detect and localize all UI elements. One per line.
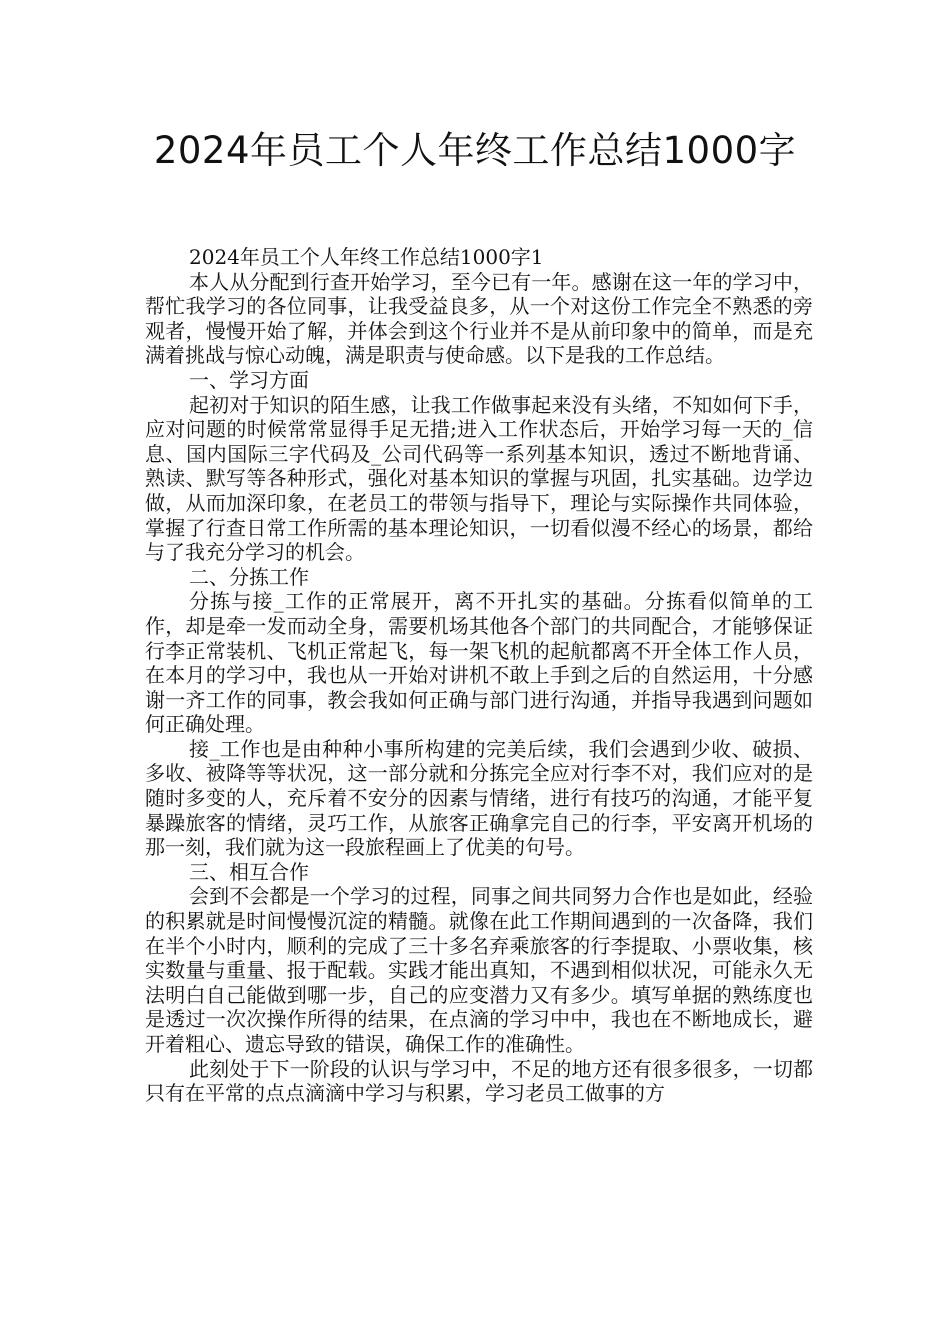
intro-paragraph: 本人从分配到行查开始学习，至今已有一年。感谢在这一年的学习中，帮忙我学习的各位同事，让我受益良多，从一个对这份工作完全不熟悉的旁观者，慢慢开始了解，并体会到这个行业并不是从前印象中的简单，而是充满着挑战与惊心动魄，满是职责与使命感。以下是我的工作总结。 [145,269,813,368]
document-title: 2024年员工个人年终工作总结1000字 [153,129,797,172]
receiving-paragraph: 接_工作也是由种种小事所构建的完美后续，我们会遇到少收、破损、多收、被降等等状况，这一部分就和分拣完全应对行李不对，我们应对的是随时多变的人，充斥着不安分的因素与情绪，进行有技巧的沟通，才能平复暴躁旅客的情绪，灵巧工作，从旅客正确拿完自己的行李，平安离开机场的那一刻，我们就为这一段旅程画上了优美的句号。 [145,736,813,860]
cooperation-paragraph: 会到不会都是一个学习的过程，同事之间共同努力合作也是如此，经验的积累就是时间慢慢沉淀的精髓。就像在此工作期间遇到的一次备降，我们在半个小时内，顺利的完成了三十多名弃乘旅客的行李提取、小票收集，核实数量与重量、报于配载。实践才能出真知，不遇到相似状况，可能永久无法明白自己能做到哪一步，自己的应变潜力又有多少。填写单据的熟练度也是透过一次次操作所得的结果，在点滴的学习中中，我也在不断地成长，避开着粗心、遗忘导致的错误，确保工作的准确性。 [145,884,813,1056]
section-heading-study: 一、学习方面 [189,367,309,392]
section-heading-cooperation: 三、相互合作 [189,859,309,884]
study-paragraph: 起初对于知识的陌生感，让我工作做事起来没有头绪，不知如何下手，应对问题的时候常常显得手足无措;进入工作状态后，开始学习每一天的_信息、国内国际三字代码及_公司代码等一系列基本知识，透过不断地背诵、熟读、默写等各种形式，强化对基本知识的掌握与巩固，扎实基础。边学边做，从而加深印象，在老员工的带领与指导下，理论与实际操作共同体验，掌握了行查日常工作所需的基本理论知识，一切看似漫不经心的场景，都给与了我充分学习的机会。 [145,392,813,565]
closing-paragraph: 此刻处于下一阶段的认识与学习中，不足的地方还有很多很多，一切都只有在平常的点点滴滴中学习与积累，学习老员工做事的方 [145,1056,813,1106]
document-body [145,245,813,1106]
section-heading-sorting: 二、分拣工作 [189,564,309,589]
subtitle-paragraph: 2024年员工个人年终工作总结1000字1 [189,245,544,269]
sorting-paragraph: 分拣与接_工作的正常展开，离不开扎实的基础。分拣看似简单的工作，却是牵一发而动全身，需要机场其他各个部门的共同配合，才能够保证行李正常装机、飞机正常起飞，每一架飞机的起航都离不开全体工作人员，在本月的学习中，我也从一开始对讲机不敢上手到之后的自然运用，十分感谢一齐工作的同事，教会我如何正确与部门进行沟通，并指导我遇到问题如何正确处理。 [145,589,813,737]
